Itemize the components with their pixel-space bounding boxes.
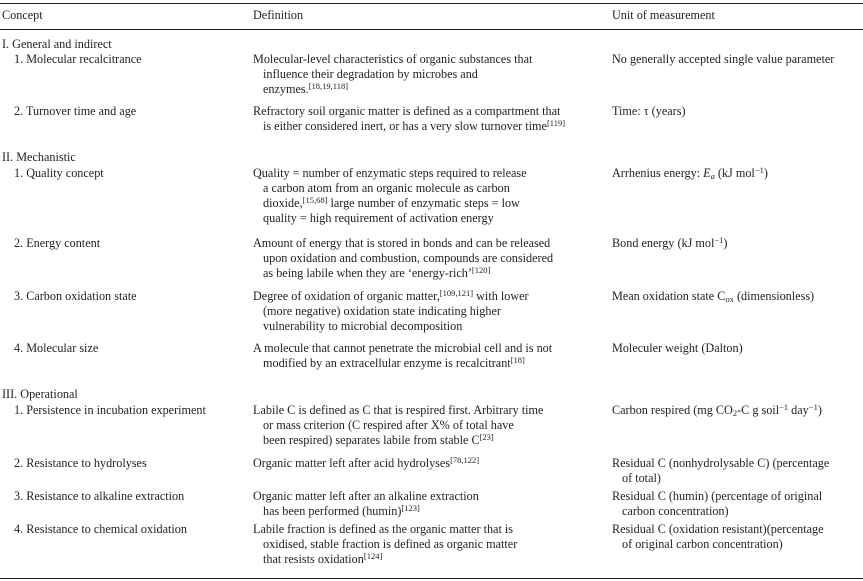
citation-ref: [124] (363, 551, 383, 561)
table-header-rule (0, 29, 863, 30)
row-concept: 1. Persistence in incubation experiment (14, 403, 206, 417)
unit-text: ) (723, 236, 728, 250)
definition-line: Organic matter left after an alkaline extraction (253, 489, 479, 503)
row-definition (253, 522, 517, 567)
row-definition (253, 166, 527, 226)
definition-line: Refractory soil organic matter is defined as a compartment that (253, 104, 561, 118)
unit-line: of original carbon concentration) (622, 537, 783, 551)
unit-subscript: a (710, 171, 715, 181)
citation-ref: [18] (510, 355, 525, 365)
section-title: III. Operational (2, 387, 78, 401)
definition-line: large number of enzymatic steps = low (327, 196, 520, 210)
unit-line: Residual C (oxidation resistant)(percentage (612, 522, 824, 536)
unit-line: Residual C (nonhydrolysable C) (percentage (612, 456, 830, 470)
definition-line: Labile C is defined as C that is respired first. Arbitrary time (253, 403, 544, 417)
definition-line: (more negative) oxidation state indicating higher (263, 304, 501, 318)
row-definition (253, 403, 543, 448)
definition-line: quality = high requirement of activation energy (263, 211, 494, 225)
section-title: I. General and indirect (2, 37, 112, 51)
definition-line: that resists oxidation (263, 552, 364, 566)
row-definition (253, 456, 479, 471)
definition-line: enzymes. (263, 82, 309, 96)
unit-subscript: ox (725, 294, 734, 304)
definition-line: influence their degradation by microbes and (263, 67, 478, 81)
unit-symbol: E (703, 166, 711, 180)
citation-ref: [23] (479, 432, 494, 442)
unit-line: of total) (622, 471, 661, 485)
row-unit (612, 403, 822, 418)
unit-text: day (788, 403, 809, 417)
definition-line: as being labile when they are ‘energy-rich’ (263, 266, 472, 280)
row-concept: 3. Carbon oxidation state (14, 289, 137, 303)
definition-line: been respired) separates labile from stable C (263, 433, 480, 447)
definition-line: with lower (473, 289, 529, 303)
row-definition (253, 289, 529, 334)
header-definition: Definition (253, 8, 304, 22)
unit-subscript: 2 (732, 408, 738, 418)
header-concept: Concept (2, 8, 43, 22)
unit-text: ) (763, 166, 768, 180)
header-unit: Unit of measurement (612, 8, 715, 22)
citation-ref: [78,122] (450, 455, 480, 465)
unit-superscript: −1 (754, 165, 764, 175)
definition-line: or mass criterion (C respired after X% of total have (263, 418, 514, 432)
row-concept: 4. Resistance to chemical oxidation (14, 522, 187, 536)
unit-text: (kJ mol (714, 166, 755, 180)
definition-line: vulnerability to microbial decomposition (263, 319, 463, 333)
definition-line: has been performed (humin) (263, 504, 402, 518)
citation-ref: [123] (401, 503, 420, 513)
unit-text: Mean oxidation state C (612, 289, 726, 303)
row-concept: 2. Turnover time and age (14, 104, 137, 118)
row-concept: 3. Resistance to alkaline extraction (14, 489, 185, 503)
definition-line: oxidised, stable fraction is defined as organic matter (263, 537, 518, 551)
citation-ref: [119] (546, 118, 566, 128)
row-definition (253, 52, 532, 97)
row-unit: Moleculer weight (Dalton) (612, 341, 743, 355)
definition-line: a carbon atom from an organic molecule as carbon (263, 181, 510, 195)
table-top-rule (0, 3, 863, 4)
unit-line: Residual C (humin) (percentage of original (612, 489, 823, 503)
row-concept: 2. Energy content (14, 236, 101, 250)
unit-text: Bond energy (kJ mol (612, 236, 715, 250)
definition-line: Degree of oxidation of organic matter, (253, 289, 440, 303)
row-unit: Time: τ (years) (612, 104, 686, 118)
unit-text: -C g soil (737, 403, 780, 417)
unit-text: Arrhenius energy: (612, 166, 704, 180)
row-unit (612, 456, 829, 486)
row-definition (253, 236, 553, 281)
row-definition (253, 104, 565, 134)
definition-line: Quality = number of enzymatic steps required to release (253, 166, 527, 180)
definition-line: upon oxidation and combustion, compounds are considered (263, 251, 554, 265)
row-unit (612, 522, 824, 552)
row-definition (253, 341, 552, 371)
unit-superscript: −1 (808, 402, 818, 412)
definition-line: Organic matter left after acid hydrolyses (253, 456, 451, 470)
row-concept: 2. Resistance to hydrolyses (14, 456, 147, 470)
row-concept: 4. Molecular size (14, 341, 99, 355)
unit-text: (dimensionless) (733, 289, 815, 303)
row-concept: 1. Molecular recalcitrance (14, 52, 142, 66)
definition-line: Labile fraction is defined as the organic matter that is (253, 522, 514, 536)
row-concept: 1. Quality concept (14, 166, 104, 180)
row-unit (612, 236, 727, 251)
definition-line: modified by an extracellular enzyme is recalcitrant (263, 356, 511, 370)
row-unit (612, 166, 768, 181)
definition-line: is either considered inert, or has a very slow turnover time (263, 119, 547, 133)
section-title: II. Mechanistic (2, 150, 76, 164)
citation-ref: [120] (471, 265, 491, 275)
row-definition (253, 489, 479, 519)
unit-text: Carbon respired (mg CO (612, 403, 733, 417)
definition-line: A molecule that cannot penetrate the microbial cell and is not (253, 341, 553, 355)
unit-superscript: −1 (779, 402, 789, 412)
definition-line: Molecular-level characteristics of organic substances that (253, 52, 533, 66)
definition-line: dioxide, (263, 196, 303, 210)
unit-superscript: −1 (714, 235, 724, 245)
row-unit: No generally accepted single value parameter (612, 52, 835, 66)
citation-ref: [18,19,118] (308, 81, 349, 91)
row-unit (612, 289, 814, 304)
unit-line: carbon concentration) (622, 504, 729, 518)
table-bottom-rule (0, 578, 863, 579)
definition-line: Amount of energy that is stored in bonds and can be released (253, 236, 551, 250)
row-unit (612, 489, 822, 519)
citation-ref: [109,121] (439, 288, 474, 298)
unit-text: ) (817, 403, 822, 417)
citation-ref: [15,68] (302, 195, 328, 205)
